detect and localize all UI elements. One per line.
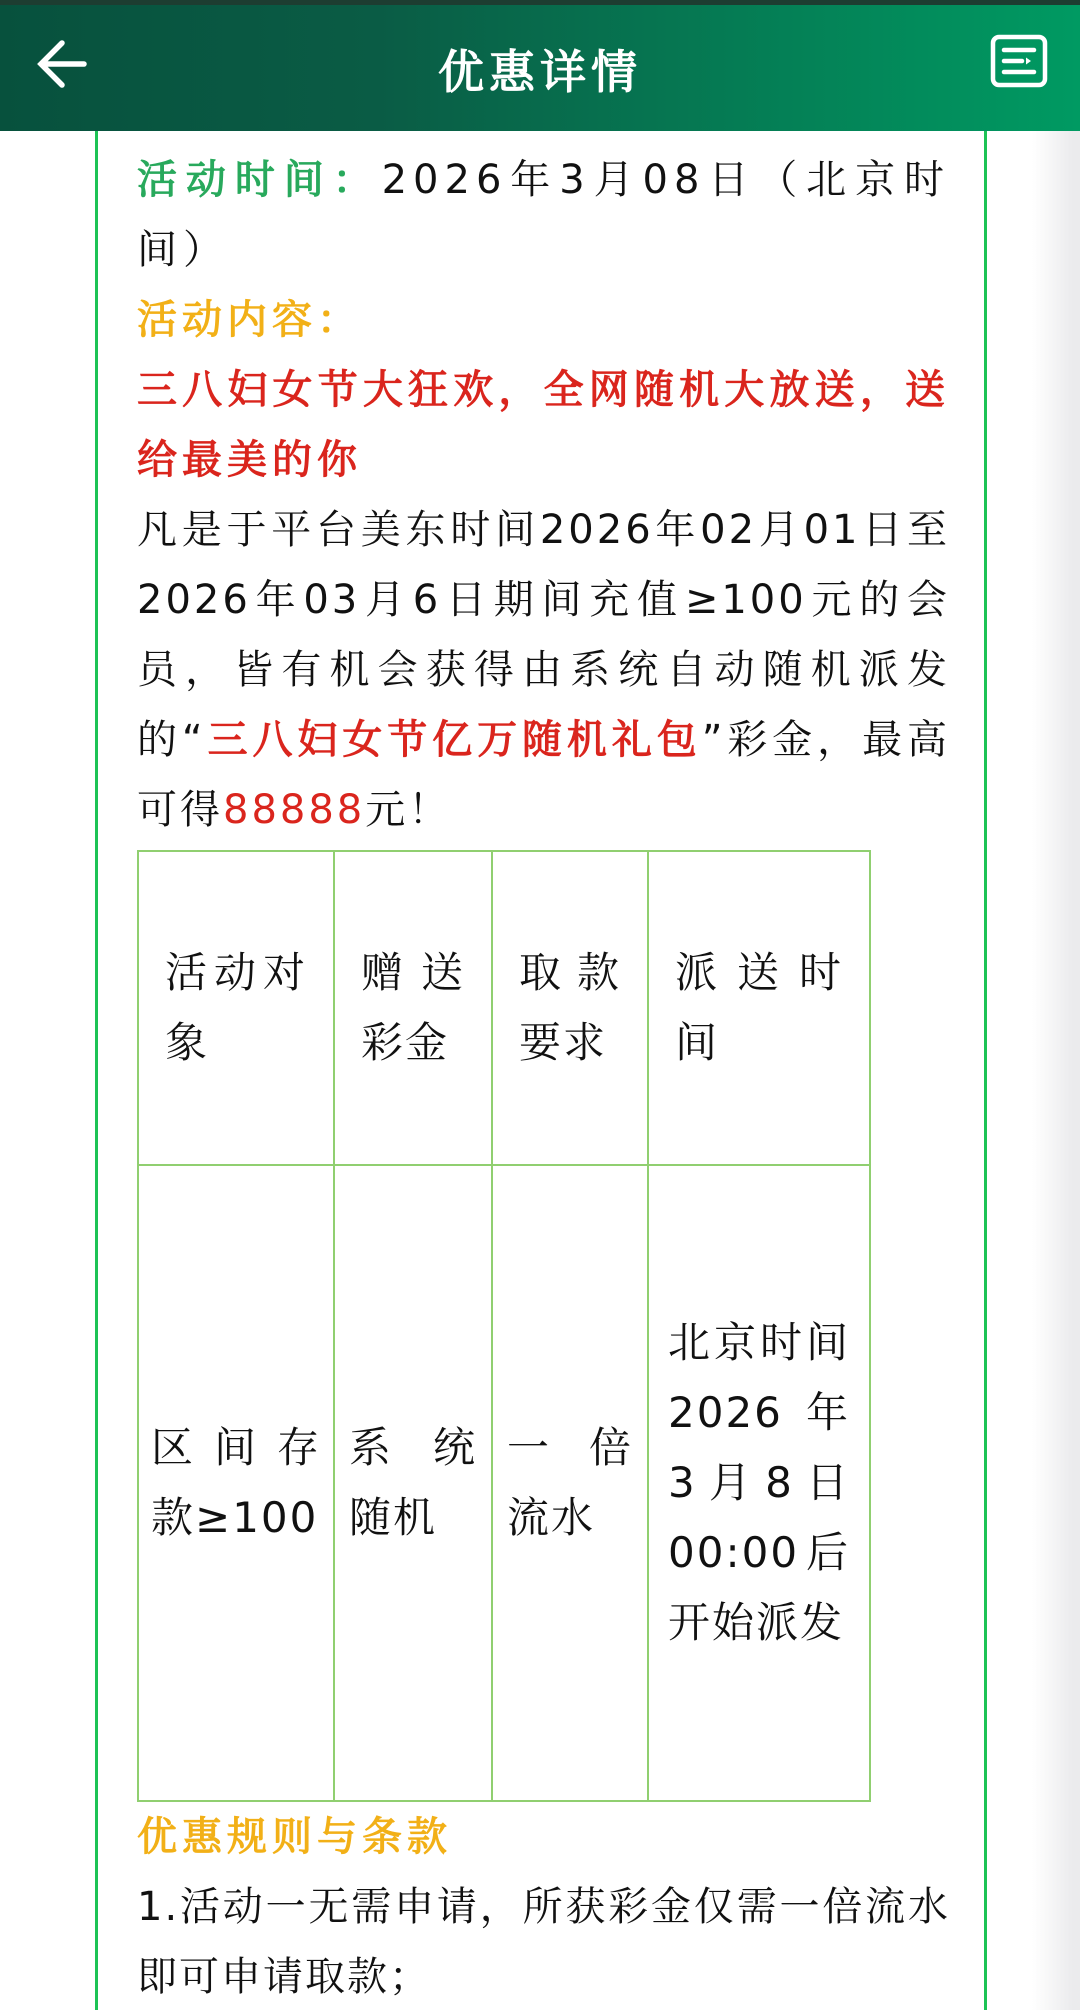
header-cell-withdrawal: 取款要求 [492,851,648,1165]
description-text-1: 凡是于平台美东时间2026年02月01日至2026年03月6日期间充值≥100元的会员，皆有机会获得由系统自动随机派发的“ [137,507,950,763]
app-header [0,0,1080,131]
cell-bonus-value: 系统随机 [334,1165,492,1801]
cell-target-value: 区间存款≥100 [138,1165,334,1801]
max-bonus-amount: 88888 [223,787,366,833]
header-cell-bonus: 赠送彩金 [334,851,492,1165]
promo-list-button[interactable] [988,34,1050,92]
promo-rules-table [137,850,871,1802]
rule-item-1: 1.活动一无需申请，所获彩金仅需一倍流水即可申请取款； [137,1884,950,2000]
rules-title: 优惠规则与条款 [137,1814,452,1860]
activity-time-label: 活动时间： [137,157,382,203]
activity-content-label: 活动内容： [137,297,362,343]
table-header-row [138,851,870,1165]
header-cell-target: 活动对象 [138,851,334,1165]
table-row [138,1165,870,1801]
activity-content-line [137,285,950,355]
promo-detail-card [95,131,987,2010]
right-edge-shade [1032,131,1080,2010]
page-title: 优惠详情 [438,44,642,99]
cell-delivery-value: 北京时间2026年3月8日00:00后开始派发 [648,1165,870,1801]
document-list-icon [990,34,1048,92]
header-cell-delivery: 派送时间 [648,851,870,1165]
description-text-2: ”彩金，最高可得 [137,717,951,833]
description-text-3: 元！ [365,787,452,833]
promo-description [137,495,950,845]
activity-time-value: 2026年3月08日（北京时间） [137,157,950,273]
activity-time-line [137,145,950,285]
promo-slogan: 三八妇女节大狂欢，全网随机大放送，送给最美的你 [137,367,950,483]
cell-withdrawal-value: 一倍流水 [492,1165,648,1801]
gift-package-name: 三八妇女节亿万随机礼包 [205,717,702,763]
